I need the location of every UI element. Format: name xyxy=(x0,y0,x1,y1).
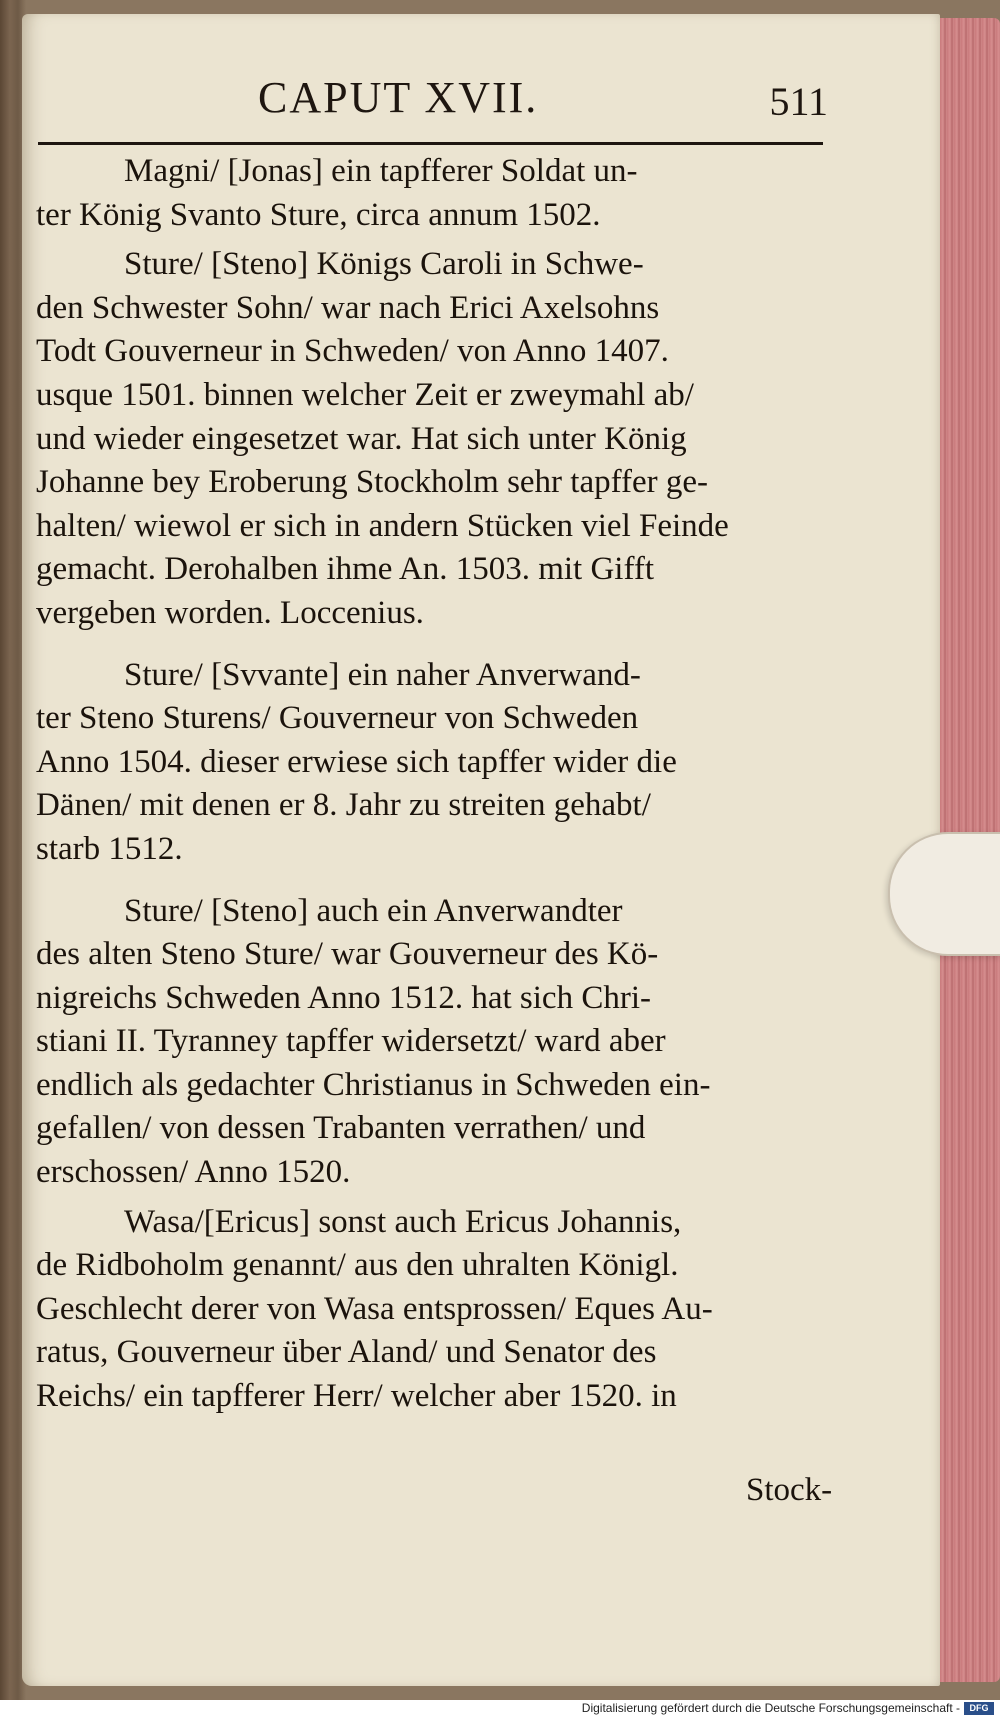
page-header xyxy=(38,72,838,142)
text-line: nigreichs Schweden Anno 1512. hat sich Chri- xyxy=(36,979,651,1016)
text-line: ter König Svanto Sture, circa annum 1502. xyxy=(36,196,601,233)
text-line: vergeben worden. Loccenius. xyxy=(36,594,424,631)
text-line: Magni/ [Jonas] ein tapfferer Soldat un- xyxy=(124,153,638,189)
text-line: Reichs/ ein tapfferer Herr/ welcher aber 1520. in xyxy=(36,1378,677,1415)
gutter-show-through xyxy=(22,1080,32,1560)
digitization-footer xyxy=(0,1700,1000,1717)
page-number: 511 xyxy=(769,79,828,124)
running-title: CAPUT XVII. xyxy=(258,73,539,122)
text-line: Geschlecht derer von Wasa entsprossen/ Eques Au- xyxy=(36,1290,713,1327)
text-line: Sture/ [Steno] auch ein Anverwandter xyxy=(124,892,623,929)
text-line: de Ridboholm genannt/ aus den uhralten Königl. xyxy=(36,1247,679,1284)
text-line: stiani II. Tyranney tapffer widersetzt/ ward aber xyxy=(36,1023,666,1060)
header-rule xyxy=(38,142,823,145)
text-line: gemacht. Derohalben ihme An. 1503. mit Gifft xyxy=(36,551,655,588)
text-line: Sture/ [Svvante] ein naher Anverwand- xyxy=(124,656,641,693)
paragraph-gap xyxy=(36,878,856,890)
paragraph xyxy=(36,1201,856,1419)
text-line: erschossen/ Anno 1520. xyxy=(36,1154,351,1191)
paragraph xyxy=(36,243,856,635)
text-line: endlich als gedachter Christianus in Schweden ein- xyxy=(36,1066,711,1103)
text-line: und wieder eingesetzet war. Hat sich unter König xyxy=(36,420,687,457)
body-text xyxy=(36,150,856,1425)
text-line: ratus, Gouverneur über Aland/ und Senator des xyxy=(36,1334,657,1371)
text-line: starb 1512. xyxy=(36,830,183,867)
text-line: den Schwester Sohn/ war nach Erici Axelsohns xyxy=(36,289,660,326)
text-line: Sture/ [Steno] Königs Caroli in Schwe- xyxy=(124,246,644,283)
text-line: gefallen/ von dessen Trabanten verrathen/ und xyxy=(36,1110,646,1147)
text-line: usque 1501. binnen welcher Zeit er zweymahl ab/ xyxy=(36,376,694,413)
text-line: Todt Gouverneur in Schweden/ von Anno 1407. xyxy=(36,333,669,370)
text-line: ter Steno Sturens/ Gouverneur von Schweden xyxy=(36,700,639,737)
text-line: des alten Steno Sture/ war Gouverneur des Kö- xyxy=(36,936,659,973)
text-line: halten/ wiewol er sich in andern Stücken viel Feinde xyxy=(36,507,729,544)
catchword: Stock- xyxy=(746,1472,833,1508)
dfg-logo: DFG xyxy=(964,1702,994,1715)
paragraph xyxy=(36,890,856,1195)
text-line: Anno 1504. dieser erwiese sich tapffer wider die xyxy=(36,743,677,780)
text-line: Johanne bey Eroberung Stockholm sehr tapffer ge- xyxy=(36,464,709,501)
paragraph xyxy=(36,150,856,237)
paragraph xyxy=(36,654,856,872)
text-line: Dänen/ mit denen er 8. Jahr zu streiten gehabt/ xyxy=(36,787,651,824)
text-line: Wasa/[Ericus] sonst auch Ericus Johannis, xyxy=(124,1203,682,1240)
paragraph-gap xyxy=(36,642,856,654)
footer-credit: Digitalisierung gefördert durch die Deutsche Forschungsgemeinschaft - xyxy=(581,1701,960,1715)
page-tab-marker xyxy=(888,832,1000,956)
